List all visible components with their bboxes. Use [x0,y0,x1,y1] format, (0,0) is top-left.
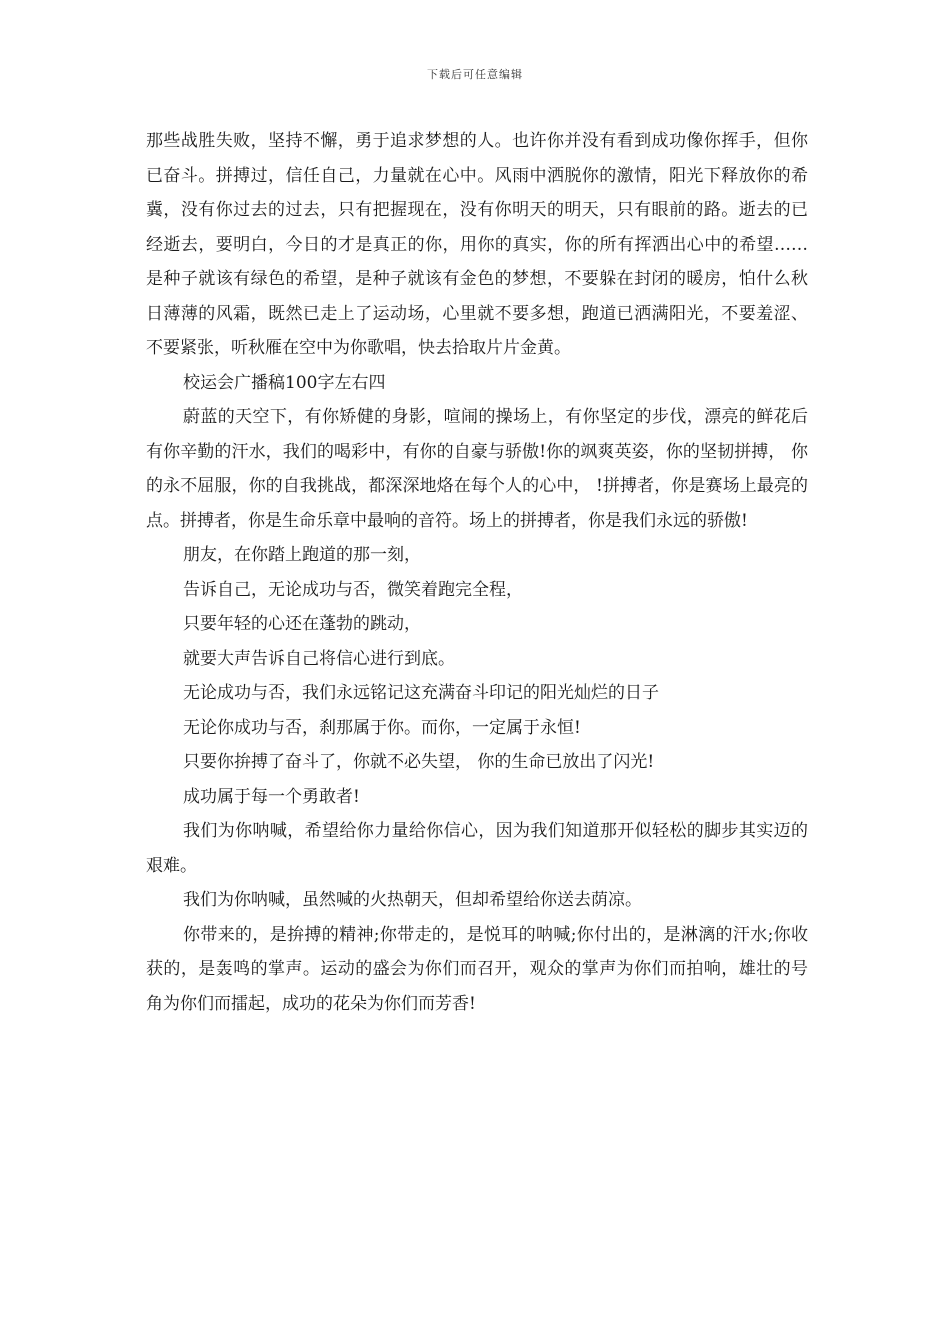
paragraph-13: 你带来的，是拚搏的精神;你带走的，是悦耳的呐喊;你付出的，是淋漓的汗水;你收获的，是轰鸣的掌声。运动的盛会为你们而召开，观众的掌声为你们而拍响，雄壮的号角为你们而擂起，成功的花朵为你们而芳香! [146,924,808,1014]
paragraph-8: 无论你成功与否，刹那属于你。而你，一定属于永恒! [183,717,581,738]
paragraph-5: 只要年轻的心还在蓬勃的跳动， [183,614,421,634]
paragraph-1: 那些战胜失败，坚持不懈，勇于追求梦想的人。也许你并没有看到成功像你挥手，但你已奋斗。拼搏过，信任自己，力量就在心中。风雨中洒脱你的激情，阳光下释放你的希冀，没有你过去的过去，只有把握现在，没有你明天的明天，只有眼前的路。逝去的已经逝去，要明白，今日的才是真正的你，用你的真实，你的所有挥洒出心中的希望……是种子就该有绿色的希望，是种子就该有金色的梦想，不要躲在封闭的暖房，怕什么秋日薄薄的风霜，既然已走上了运动场，心里就不要多想，跑道已洒满阳光，不要羞涩、不要紧张，听秋雁在空中为你歌唱，快去拾取片片金黄。 [146,131,808,358]
paragraph-3: 朋友，在你踏上跑道的那一刻， [183,545,421,565]
section-heading: 校运会广播稿100字左右四 [183,372,386,393]
paragraph-7: 无论成功与否，我们永远铭记这充满奋斗印记的阳光灿烂的日子 [183,683,659,703]
paragraph-9: 只要你拚搏了奋斗了，你就不必失望， 你的生命已放出了闪光! [183,752,655,772]
header-note: 下载后可任意编辑 [427,68,523,81]
paragraph-10: 成功属于每一个勇敢者! [183,786,360,807]
paragraph-11: 我们为你呐喊，希望给你力量给你信心，因为我们知道那开似轻松的脚步其实迈的艰难。 [146,821,808,876]
paragraph-2: 蔚蓝的天空下，有你矫健的身影，喧闹的操场上，有你坚定的步伐，漂亮的鲜花后有你辛勤的汗水，我们的喝彩中，有你的自豪与骄傲!你的飒爽英姿，你的坚韧拼搏， 你的永不屈服，你的自我挑战，都深深地烙在每个人的心中， !拼搏者，你是赛场上最亮的点。拼搏者，你是生命乐章中最响的音符。场上的拼搏者，你是我们永远的骄傲! [146,407,808,531]
paragraph-12: 我们为你呐喊，虽然喊的火热朝天，但却希望给你送去荫凉。 [183,890,642,910]
paragraph-6: 就要大声告诉自己将信心进行到底。 [183,648,455,669]
document-body [146,124,808,1021]
paragraph-4: 告诉自己，无论成功与否，微笑着跑完全程， [183,579,523,600]
